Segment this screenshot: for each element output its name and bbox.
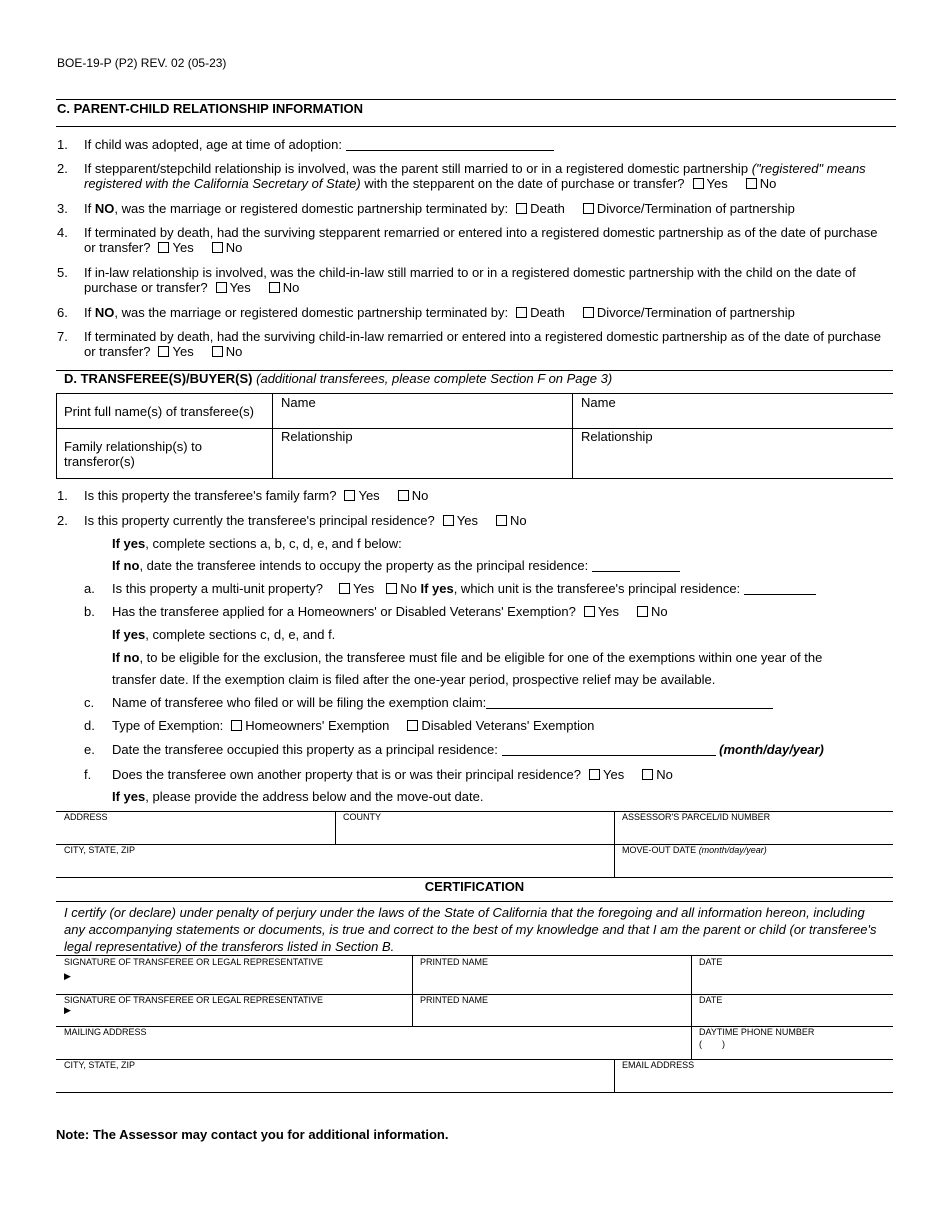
letter: f.	[84, 767, 92, 782]
adoption-age-field[interactable]	[346, 150, 554, 151]
question-d2: Is this property currently the transferee's principal residence? Yes No	[84, 513, 527, 528]
letter: c.	[84, 695, 95, 710]
d2-yes-checkbox[interactable]	[443, 515, 454, 526]
unit-field[interactable]	[744, 594, 816, 595]
question-c7-line2: or transfer? Yes No	[84, 344, 243, 359]
exemption-claimant-field[interactable]	[486, 708, 773, 709]
section-c-title: C. PARENT-CHILD RELATIONSHIP INFORMATION	[57, 101, 363, 116]
table-border	[56, 428, 893, 429]
relationship-field-1[interactable]: Relationship	[281, 429, 353, 444]
if-no-instruction-cont: transfer date. If the exemption claim is filed after the one-year period, prospective relief may be available.	[112, 672, 716, 687]
question-d2d: Type of Exemption: Homeowners' Exemption Disabled Veterans' Exemption	[112, 718, 595, 733]
certification-text-2: any accompanying statements or documents, is true and correct to the best of my knowledge and that I am the parent or child (or transferee's	[64, 922, 877, 937]
divider	[56, 126, 896, 127]
letter: d.	[84, 718, 95, 733]
email-address-field[interactable]: EMAIL ADDRESS	[622, 1060, 695, 1070]
d1-yes-checkbox[interactable]	[344, 490, 355, 501]
signature-field-1[interactable]: SIGNATURE OF TRANSFEREE OR LEGAL REPRESENTATIVE	[64, 957, 324, 967]
question-d2f: Does the transferee own another property that is or was their principal residence? Yes No	[112, 767, 673, 782]
c2-no-checkbox[interactable]	[746, 178, 757, 189]
city-state-zip-field[interactable]: CITY, STATE, ZIP	[64, 1060, 136, 1070]
c2-yes-checkbox[interactable]	[693, 178, 704, 189]
homeowners-exemption-checkbox[interactable]	[231, 720, 242, 731]
relationship-label-2: transferor(s)	[64, 454, 135, 469]
if-no-instruction: If no, to be eligible for the exclusion, the transferee must file and be eligible for one of the exemptions within one year of the	[112, 650, 823, 665]
city-state-zip-field[interactable]: CITY, STATE, ZIP	[64, 845, 136, 855]
county-field[interactable]: COUNTY	[343, 812, 381, 822]
form-id: BOE-19-P (P2) REV. 02 (05-23)	[57, 56, 227, 70]
certification-title: CERTIFICATION	[424, 879, 525, 894]
d2a-no-checkbox[interactable]	[386, 583, 397, 594]
table-border	[614, 1059, 615, 1092]
table-border	[56, 955, 893, 956]
question-number: 5.	[57, 265, 68, 280]
question-c6: If NO, was the marriage or registered domestic partnership terminated by: Death Divorce/Termination of partnership	[84, 305, 795, 320]
d1-no-checkbox[interactable]	[398, 490, 409, 501]
mailing-address-field[interactable]: MAILING ADDRESS	[64, 1027, 147, 1037]
table-border	[272, 393, 273, 478]
table-border	[56, 393, 57, 478]
c7-no-checkbox[interactable]	[212, 346, 223, 357]
question-c5-line2: purchase or transfer? Yes No	[84, 280, 300, 295]
transferee-name-label: Print full name(s) of transferee(s)	[64, 404, 255, 419]
if-yes-instruction: If yes, complete sections c, d, e, and f.	[112, 627, 336, 642]
question-number: 1.	[57, 488, 68, 503]
arrow-icon: ▶	[64, 971, 71, 981]
divider	[56, 99, 896, 100]
table-border	[56, 1092, 893, 1093]
intended-occupy-date-field[interactable]	[592, 571, 680, 572]
question-c2-line1: If stepparent/stepchild relationship is involved, was the parent still married to or in a registered domestic partnership ("registered" means	[84, 161, 866, 176]
question-c1: If child was adopted, age at time of adoption:	[84, 137, 554, 152]
question-c2-line2: registered with the California Secretary of State) with the stepparent on the date of purchase or transfer? Yes No	[84, 176, 777, 191]
section-d-title: D. TRANSFEREE(S)/BUYER(S) (additional transferees, please complete Section F on Page 3)	[64, 371, 613, 386]
d2b-no-checkbox[interactable]	[637, 606, 648, 617]
letter: b.	[84, 604, 95, 619]
c6-divorce-checkbox[interactable]	[583, 307, 594, 318]
table-border	[335, 811, 336, 844]
move-out-date-field[interactable]: MOVE-OUT DATE (month/day/year)	[622, 845, 767, 855]
date-field-1[interactable]: DATE	[699, 957, 723, 967]
c7-yes-checkbox[interactable]	[158, 346, 169, 357]
c3-death-checkbox[interactable]	[516, 203, 527, 214]
certification-text-3: legal representative) of the transferors listed in Section B.	[64, 939, 395, 954]
question-c3: If NO, was the marriage or registered domestic partnership terminated by: Death Divorce/Termination of partnership	[84, 201, 795, 216]
table-border	[691, 955, 692, 1059]
table-border	[56, 478, 893, 479]
disabled-veterans-checkbox[interactable]	[407, 720, 418, 731]
d2a-yes-checkbox[interactable]	[339, 583, 350, 594]
question-d2c: Name of transferee who filed or will be filing the exemption claim:	[112, 695, 773, 710]
signature-field-2[interactable]: SIGNATURE OF TRANSFEREE OR LEGAL REPRESENTATIVE	[64, 995, 324, 1005]
phone-area-code: ( )	[699, 1039, 725, 1049]
if-yes-instruction: If yes, complete sections a, b, c, d, e, and f below:	[112, 536, 402, 551]
name-field-1[interactable]: Name	[281, 395, 316, 410]
relationship-field-2[interactable]: Relationship	[581, 429, 653, 444]
question-d2e: Date the transferee occupied this property as a principal residence: (month/day/year)	[112, 742, 824, 757]
question-number: 6.	[57, 305, 68, 320]
table-border	[412, 955, 413, 1026]
table-border	[56, 844, 893, 845]
question-c4-line2: or transfer? Yes No	[84, 240, 243, 255]
printed-name-field-1[interactable]: PRINTED NAME	[420, 957, 489, 967]
assessor-note: Note: The Assessor may contact you for additional information.	[56, 1127, 449, 1142]
if-no-instruction: If no, date the transferee intends to occupy the property as the principal residence:	[112, 558, 680, 573]
question-number: 4.	[57, 225, 68, 240]
question-number: 2.	[57, 161, 68, 176]
certification-text-1: I certify (or declare) under penalty of perjury under the laws of the State of California that the foregoing and all information hereon, including	[64, 905, 865, 920]
c3-divorce-checkbox[interactable]	[583, 203, 594, 214]
address-field[interactable]: ADDRESS	[64, 812, 108, 822]
letter: e.	[84, 742, 95, 757]
table-border	[56, 877, 893, 878]
name-field-2[interactable]: Name	[581, 395, 616, 410]
d2f-no-checkbox[interactable]	[642, 769, 653, 780]
question-c4-line1: If terminated by death, had the surviving stepparent remarried or entered into a registered domestic partnership as of the date of purchase	[84, 225, 878, 240]
c5-yes-checkbox[interactable]	[216, 282, 227, 293]
phone-number-field[interactable]: DAYTIME PHONE NUMBER	[699, 1027, 815, 1037]
d2-no-checkbox[interactable]	[496, 515, 507, 526]
d2f-yes-checkbox[interactable]	[589, 769, 600, 780]
table-border	[56, 1059, 893, 1060]
question-d2a: Is this property a multi-unit property? Yes No If yes, which unit is the transferee's principal residence:	[112, 581, 816, 596]
relationship-label-1: Family relationship(s) to	[64, 439, 202, 454]
question-d2b: Has the transferee applied for a Homeowners' or Disabled Veterans' Exemption? Yes No	[112, 604, 668, 619]
question-number: 3.	[57, 201, 68, 216]
c4-no-checkbox[interactable]	[212, 242, 223, 253]
divider	[56, 901, 893, 902]
letter: a.	[84, 581, 95, 596]
arrow-icon: ▶	[64, 1005, 71, 1015]
question-c7-line1: If terminated by death, had the surviving child-in-law remarried or entered into a registered domestic partnership as of the date of purchase	[84, 329, 882, 344]
if-yes-instruction: If yes, please provide the address below and the move-out date.	[112, 789, 484, 804]
printed-name-field-2[interactable]: PRINTED NAME	[420, 995, 489, 1005]
question-d1: Is this property the transferee's family farm? Yes No	[84, 488, 429, 503]
table-border	[572, 393, 573, 478]
c5-no-checkbox[interactable]	[269, 282, 280, 293]
question-number: 2.	[57, 513, 68, 528]
question-number: 1.	[57, 137, 68, 152]
parcel-number-field[interactable]: ASSESSOR'S PARCEL/ID NUMBER	[622, 812, 771, 822]
occupied-date-field[interactable]	[502, 755, 716, 756]
question-c5-line1: If in-law relationship is involved, was the child-in-law still married to or in a registered domestic partnership with the child on the date of	[84, 265, 856, 280]
table-border	[56, 393, 893, 394]
question-number: 7.	[57, 329, 68, 344]
d2b-yes-checkbox[interactable]	[584, 606, 595, 617]
c6-death-checkbox[interactable]	[516, 307, 527, 318]
date-field-2[interactable]: DATE	[699, 995, 723, 1005]
table-border	[614, 811, 615, 877]
c4-yes-checkbox[interactable]	[158, 242, 169, 253]
